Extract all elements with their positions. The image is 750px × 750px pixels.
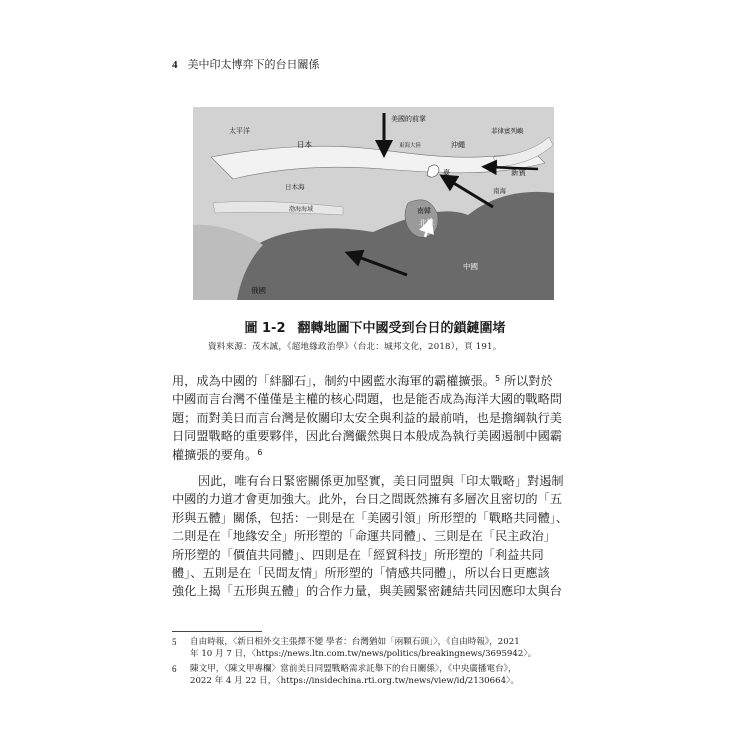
paragraph-line: 中國的力道才會更加強大。此外，台日之間既然擁有多層次且密切的「五 <box>172 492 562 507</box>
inverted-map-figure <box>193 107 554 300</box>
footnotes <box>172 636 582 690</box>
paragraph-line: 形與五體」關係，包括：一則是在「美國引領」所形塑的「戰略共同體」、 <box>172 510 569 525</box>
paragraph-line: 用，成為中國的「絆腳石」，制約中國藍水海軍的霸權擴張。$^5$ 所以對於 <box>172 374 553 388</box>
paragraph-1 <box>172 372 582 464</box>
map-label-russia: 俄國 <box>251 286 266 295</box>
map-label-taiwan: 臺 <box>443 169 450 177</box>
paragraph-line: 日同盟戰略的重要夥伴，因此台灣儼然與日本般成為執行美國遏制中國霸 <box>172 429 562 444</box>
book-title: 美中印太博弈下的台日關係 <box>187 58 320 71</box>
figure-number: 圖 1-2 <box>244 321 286 336</box>
map-label-philippines: 菲律賓列嶼 <box>491 127 524 135</box>
footnote-text: 陳文甲，〈陳文甲專欄〉當前美日同盟戰略需求託舉下的台日關係〉，《中央廣播電台》， 2022 年 4 月 22 日，〈https://insidechina.rti.org.tw/news/view/id/2130664〉。 <box>190 664 519 686</box>
map-label-east-china-sea: 東海大陸 <box>399 143 422 149</box>
map-label-sea-of-japan: 日本海 <box>285 183 305 191</box>
map-label-korea: 南韓 <box>417 207 431 215</box>
map-label-pacific: 太平洋 <box>229 127 250 135</box>
paragraph-line: 體」、五則是在「民間友情」所形塑的「情感共同體」，所以台日更應該 <box>172 565 550 580</box>
running-header <box>172 56 320 72</box>
footnote-6 <box>172 663 582 687</box>
paragraph-line: 因此，唯有台日緊密關係更加堅實，美日同盟與「印太戰略」對遏制 <box>198 474 564 488</box>
map-label-beijing: 北韓 <box>419 218 434 227</box>
footnote-divider <box>172 631 262 632</box>
paragraph-line: 所形塑的「價值共同體」、四則是在「經貿科技」所形塑的「利益共同 <box>172 547 544 562</box>
map-label-okinawa: 沖繩 <box>451 141 465 149</box>
map-label-south-sea: 南海 <box>493 187 506 195</box>
figure-title: 翻轉地圖下中國受到台日的鎖鏈圍堵 <box>297 321 506 336</box>
figure-caption <box>0 317 750 336</box>
paragraph-line: 二則是在「地緣安全」所形塑的「命運共同體」、三則是在「民主政治」 <box>172 529 556 544</box>
paragraph-line: 強化上揭「五形與五體」的合作力量，與美國緊密鏈結共同因應印太與台 <box>172 584 562 599</box>
paragraph-2 <box>172 472 582 601</box>
footnote-number: 5 <box>172 637 177 647</box>
map-label-us: 美國的前掌 <box>391 115 426 123</box>
footnote-ref-5[interactable]: 5 <box>494 374 501 383</box>
page-number: 4 <box>172 59 178 71</box>
footnote-number: 6 <box>172 664 177 674</box>
map-label-japan: 日本 <box>297 140 312 149</box>
footnote-ref-6[interactable]: 6 <box>257 447 263 457</box>
figure-source: 資料來源：茂木誠，《超地緣政治學》（台北：城邦文化，2018），頁 191。 <box>208 342 502 352</box>
paragraph-line: 中國而言台灣不僅僅是主權的核心問題，也是能否成為海洋大國的戰略問 <box>172 392 562 407</box>
map-label-china: 中國 <box>463 262 478 271</box>
map-label-bohai: 渤海海域 <box>289 206 314 213</box>
paragraph-line: 題；而對美日而言台灣是攸關印太安全與利益的最前哨，也是擔綱執行美 <box>172 410 562 425</box>
footnote-5 <box>172 636 582 660</box>
paragraph-line: 權擴張的要角。$^6$ <box>172 447 263 462</box>
footnote-text: 自由時報，〈新日相外交主張擇不變 學者：台灣猶如「兩顆石頭」〉，《自由時報》，2021 年 10 月 7 日，〈https://news.ltn.com.tw/news/politics/breakingnews/3695942〉。 <box>190 637 537 659</box>
map-label-new-zealand: 新賓 <box>511 168 526 177</box>
